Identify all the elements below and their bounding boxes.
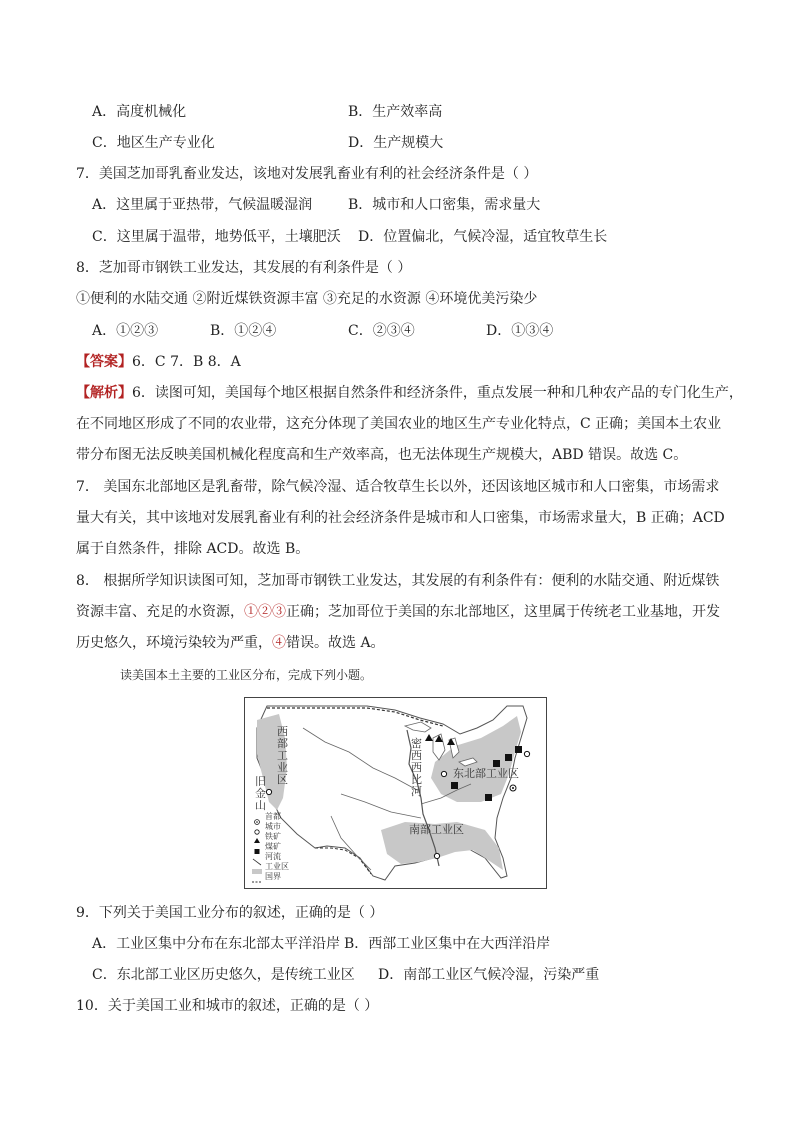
analysis-p8-l3b: 错误。故选 A。 (286, 635, 385, 651)
map-label-west-region: 西部工业区 (277, 725, 288, 786)
q6-option-d: D．生产规模大 (348, 135, 444, 151)
analysis-p8-l3 (76, 633, 385, 653)
q8-stem: 8．芝加哥市钢铁工业发达，其发展的有利条件是（ ） (76, 260, 412, 276)
q9-option-c: C．东北部工业区历史悠久，是传统工业区 (92, 967, 355, 983)
answer-line (76, 352, 241, 372)
analysis-p8-l2-red: ①②③ (244, 604, 286, 620)
capital-marker-dot (512, 787, 514, 789)
q8-option-a: A．①②③ (92, 323, 159, 339)
q10-stem: 10．关于美国工业和城市的叙述，正确的是（ ） (76, 998, 379, 1014)
q7-option-a: A．这里属于亚热带，气候温暖湿润 (92, 197, 313, 213)
q8-option-c: C．②③④ (348, 323, 415, 339)
q9-stem: 9．下列关于美国工业分布的叙述，正确的是（ ） (76, 905, 384, 921)
q6-option-b: B．生产效率高 (348, 104, 443, 120)
city-marker (266, 789, 271, 794)
q6-option-c: C．地区生产专业化 (92, 135, 215, 151)
analysis-p6-l1: 6．读图可知，美国每个地区根据自然条件和经济条件，重点发展一种和几种农产品的专门化生产， (132, 385, 743, 401)
q7-option-c: C．这里属于温带，地势低平，土壤肥沃 (92, 229, 341, 245)
legend-industrial: 工业区 (265, 862, 289, 871)
legend-city: 城市 (265, 822, 281, 831)
analysis-p6-l2: 在不同地区形成了不同的农业带，这充分体现了美国农业的地区生产专业化特点，C 正确；美国本土农业 (76, 416, 722, 432)
map-legend (251, 812, 289, 882)
coal-mine-marker (493, 760, 500, 767)
map-label-mississippi: 密西西比河 (411, 737, 422, 798)
q9-option-a: A．工业区集中分布在东北部太平洋沿岸 (92, 936, 341, 952)
analysis-p7-l2: 量大有关，其中该地对发展乳畜业有利的社会经济条件是城市和人口密集，市场需求量大，B 正确；ACD (76, 510, 725, 526)
city-marker (524, 751, 529, 756)
analysis-line-1 (76, 383, 743, 403)
analysis-tag: 【解析】 (76, 385, 132, 401)
q7-stem: 7．美国芝加哥乳畜业发达，该地对发展乳畜业有利的社会经济条件是（ ） (76, 166, 538, 182)
q9-option-b: B．西部工业区集中在大西洋沿岸 (344, 936, 551, 952)
q8-conditions: ①便利的水陆交通 ②附近煤铁资源丰富 ③充足的水资源 ④环境优美污染少 (76, 291, 538, 307)
map-label-san-francisco: 旧金山 (255, 775, 266, 812)
analysis-p8-l2 (76, 602, 720, 622)
answer-text: 6．C 7．B 8．A (132, 354, 241, 370)
analysis-p8-l1: 8． 根据所学知识读图可知，芝加哥市钢铁工业发达，其发展的有利条件有：便利的水陆交通、附近煤铁 (76, 573, 720, 589)
q8-option-b: B．①②④ (210, 323, 277, 339)
q7-option-d: D．位置偏北，气候冷湿，适宜牧草生长 (358, 229, 608, 245)
map-label-south-region: 南部工业区 (409, 823, 464, 836)
city-marker (434, 853, 439, 858)
coal-mine-marker (485, 794, 492, 801)
us-map-graphic (245, 698, 546, 888)
legend-iron: 铁矿 (265, 832, 281, 841)
analysis-p8-l2b: 正确；芝加哥位于美国的东北部地区，这里属于传统老工业基地，开发 (286, 604, 720, 620)
city-marker (441, 771, 446, 776)
legend-river: 河流 (265, 852, 281, 861)
analysis-p7-l1: 7． 美国东北部地区是乳畜带，除气候冷湿、适合牧草生长以外，还因该地区城市和人口密集，市场需求 (76, 479, 720, 495)
coal-mine-marker (515, 746, 522, 753)
q8-option-d: D．①③④ (486, 323, 554, 339)
analysis-p8-l3a: 历史悠久，环境污染较为严重， (76, 635, 272, 651)
analysis-p8-l2a: 资源丰富、充足的水资源， (76, 604, 244, 620)
q6-option-a: A．高度机械化 (92, 104, 187, 120)
coal-mine-marker (451, 782, 458, 789)
analysis-p7-l3: 属于自然条件，排除 ACD。故选 B。 (76, 541, 310, 557)
us-industrial-map (244, 697, 547, 889)
legend-border: 国界 (265, 872, 281, 881)
coal-mine-marker (505, 754, 512, 761)
map-label-northeast-region: 东北部工业区 (453, 767, 519, 780)
map-intro: 读美国本土主要的工业区分布，完成下列小题。 (120, 668, 373, 682)
answer-tag: 【答案】 (76, 354, 132, 370)
q9-option-d: D．南部工业区气候冷湿，污染严重 (378, 967, 600, 983)
q7-option-b: B．城市和人口密集，需求量大 (348, 197, 541, 213)
analysis-p8-l3-red: ④ (272, 635, 286, 651)
analysis-p6-l3: 带分布图无法反映美国机械化程度高和生产效率高，也无法体现生产规模大，ABD 错误。故选 C。 (76, 447, 688, 463)
legend-capital: 首都 (265, 812, 281, 821)
legend-coal: 煤矿 (265, 842, 281, 851)
